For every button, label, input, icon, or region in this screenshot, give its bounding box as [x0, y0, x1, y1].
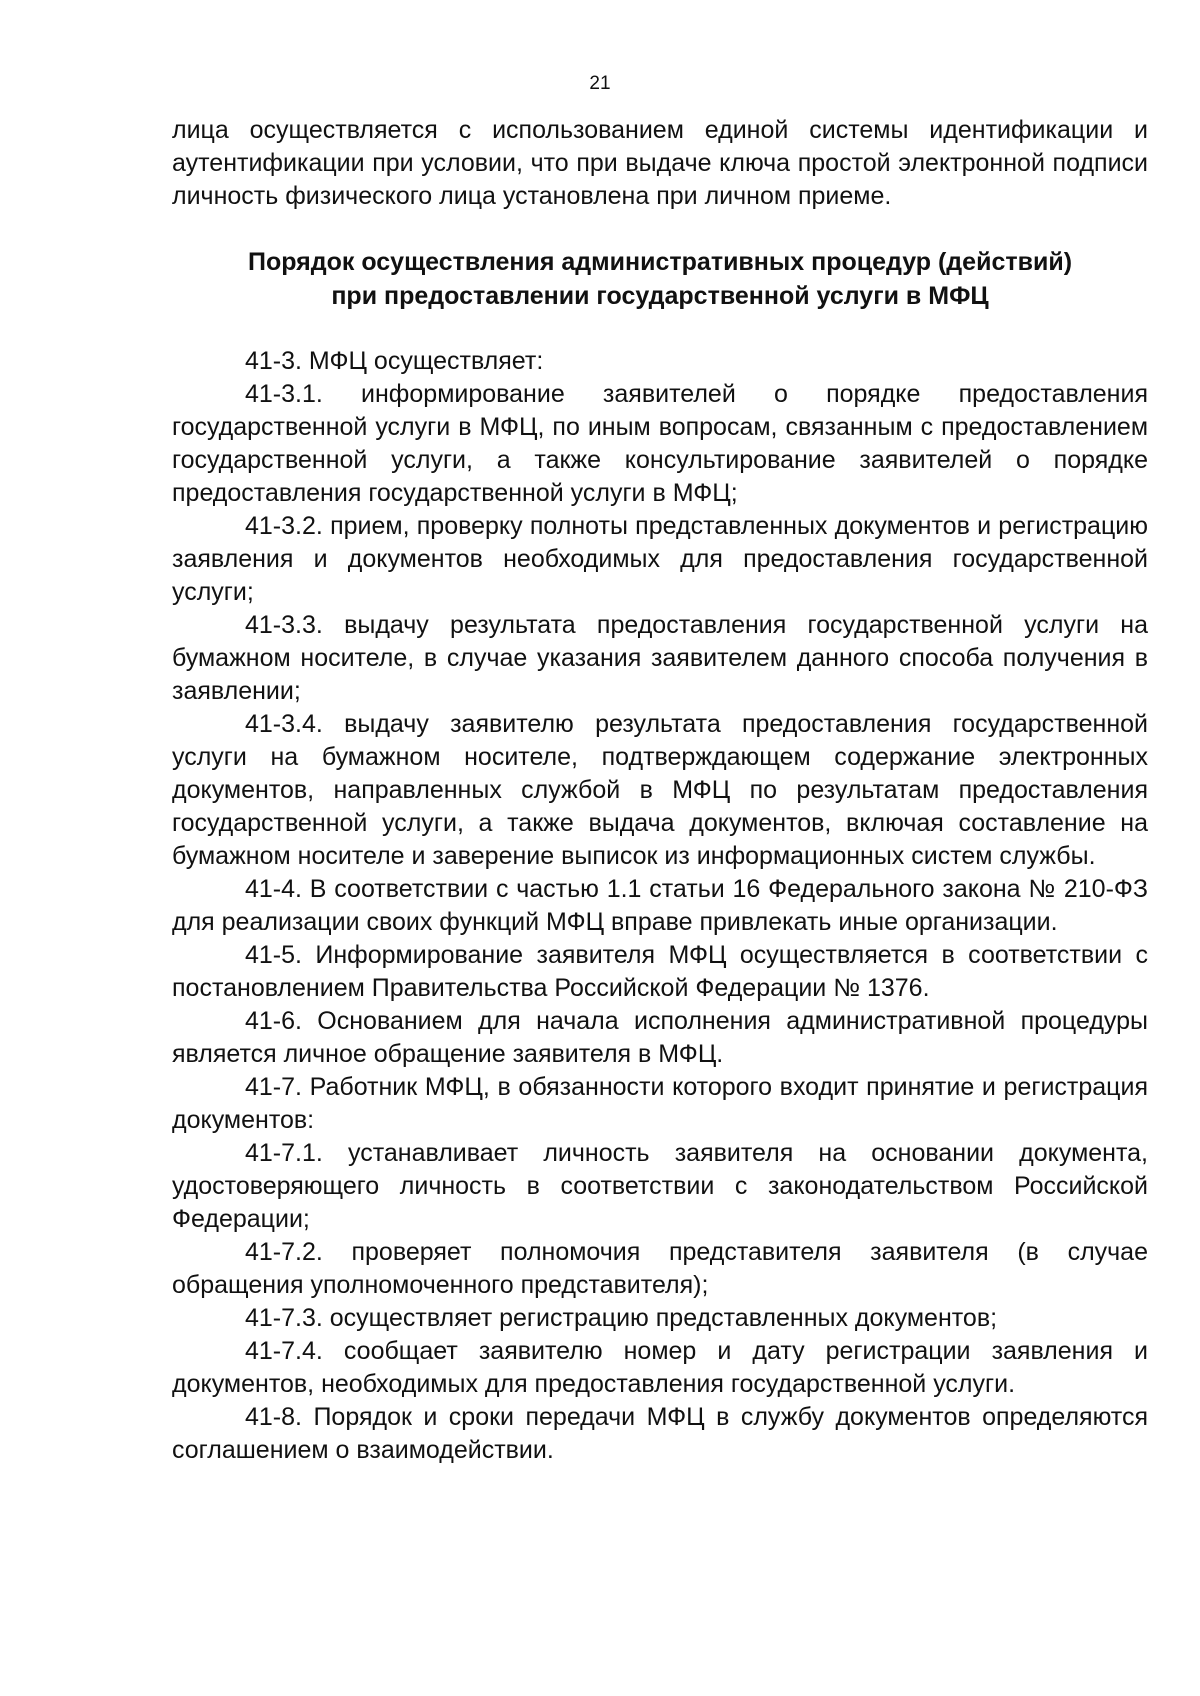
paragraph-41-7: 41-7. Работник МФЦ, в обязанности которого входит принятие и регистрация документов: [172, 1073, 1148, 1134]
paragraph-41-7-3: 41-7.3. осуществляет регистрацию представленных документов; [245, 1304, 998, 1332]
paragraph-41-4: 41-4. В соответствии с частью 1.1 статьи 16 Федерального закона № 210-ФЗ для реализации своих функций МФЦ вправе привлекать иные организации. [172, 875, 1148, 936]
paragraph-41-7-2: 41-7.2. проверяет полномочия представителя заявителя (в случае обращения уполномоченного представителя); [172, 1238, 1148, 1299]
page-number: 21 [589, 73, 611, 94]
section-heading [172, 245, 1148, 313]
paragraph-41-3-2: 41-3.2. прием, проверку полноты представленных документов и регистрацию заявления и документов необходимых для предоставления государственной услуги; [172, 512, 1148, 606]
paragraph-41-3: 41-3. МФЦ осуществляет: [245, 347, 544, 375]
section-heading-line-2: при предоставлении государственной услуги в МФЦ [331, 282, 989, 310]
paragraph-41-3-3: 41-3.3. выдачу результата предоставления государственной услуги на бумажном носителе, в случае указания заявителем данного способа получения в заявлении; [172, 611, 1148, 705]
paragraph-41-3-4: 41-3.4. выдачу заявителю результата предоставления государственной услуги на бумажном носителе, подтверждающем содержание электронных документов, направленных службой в МФЦ по результатам предоставления государственной услуги, а также выдача документов, включая составление на бумажном носителе и заверение выписок из информационных систем службы. [172, 710, 1148, 870]
paragraph-41-5: 41-5. Информирование заявителя МФЦ осуществляется в соответствии с постановлением Правительства Российской Федерации № 1376. [172, 941, 1148, 1002]
paragraph-41-8: 41-8. Порядок и сроки передачи МФЦ в службу документов определяются соглашением о взаимодействии. [172, 1403, 1148, 1464]
document-body [172, 114, 1148, 1467]
paragraph-41-7-4: 41-7.4. сообщает заявителю номер и дату регистрации заявления и документов, необходимых для предоставления государственной услуги. [172, 1337, 1148, 1398]
paragraph-41-6: 41-6. Основанием для начала исполнения административной процедуры является личное обращение заявителя в МФЦ. [172, 1007, 1148, 1068]
paragraph-41-7-1: 41-7.1. устанавливает личность заявителя на основании документа, удостоверяющего личность в соответствии с законодательством Российской Федерации; [172, 1139, 1148, 1233]
intro-paragraph: лица осуществляется с использованием единой системы идентификации и аутентификации при условии, что при выдаче ключа простой электронной подписи личность физического лица установлена при личном приеме. [172, 116, 1148, 210]
section-heading-line-1: Порядок осуществления административных процедур (действий) [247, 248, 1073, 276]
paragraph-41-3-1: 41-3.1. информирование заявителей о порядке предоставления государственной услуги в МФЦ, по иным вопросам, связанным с предоставлением государственной услуги, а также консультирование заявителей о порядке предоставления государственной услуги в МФЦ; [172, 380, 1148, 507]
